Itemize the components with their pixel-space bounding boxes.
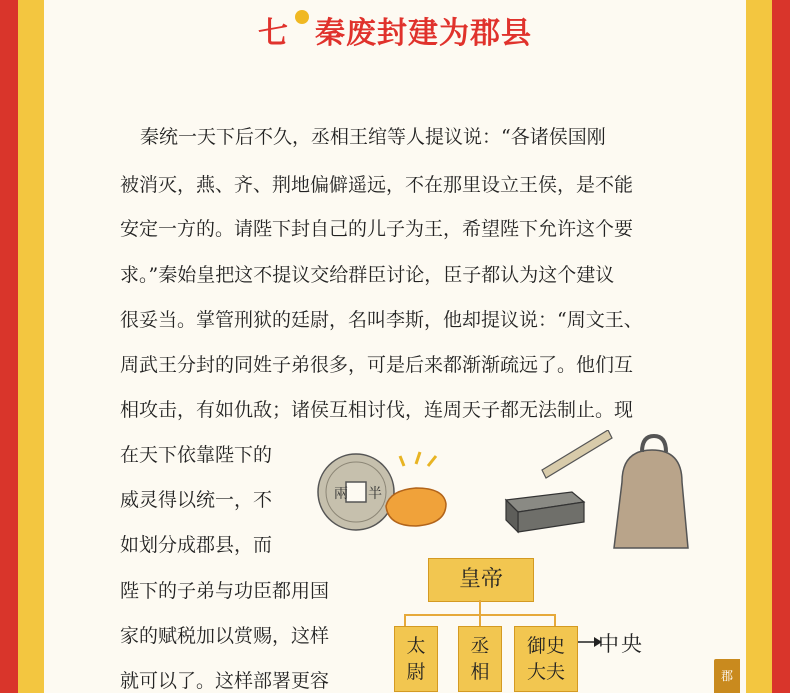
corner-stamp: 郡 — [714, 659, 740, 693]
ban-liang-coin-icon — [318, 454, 394, 530]
ruler-icon — [542, 430, 612, 478]
org-box-chengxiang — [458, 626, 502, 692]
measuring-vessel-icon — [506, 492, 584, 532]
coin-ingot-illustration — [316, 446, 496, 556]
central-level-label: 中央 — [598, 632, 644, 656]
org-box-label: 御史 — [526, 635, 565, 657]
paragraph-line: 秦统一天下后不久，丞相王绾等人提议说：“各诸侯国刚 — [140, 126, 606, 148]
right-red-border — [772, 0, 790, 693]
gold-ingot-icon — [386, 452, 446, 526]
left-gold-border — [18, 0, 44, 693]
left-red-border — [0, 0, 18, 693]
paragraph-line: 很妥当。掌管刑狱的廷尉，名叫李斯，他却提议说：“周文王、 — [120, 309, 643, 331]
paragraph-line: 威灵得以统一，不 — [120, 489, 273, 511]
section-number: 七 — [258, 16, 289, 51]
paragraph-line: 相攻击，有如仇敌；诸侯互相讨伐，连周天子都无法制止。现 — [120, 399, 634, 421]
swirl-ornament-icon — [295, 10, 309, 24]
page — [44, 0, 746, 693]
bronze-weight-icon — [614, 436, 688, 548]
paragraph-line: 陛下的子弟与功臣都用国 — [120, 580, 330, 602]
org-connector — [404, 614, 406, 626]
paragraph-line: 被消灭，燕、齐、荆地偏僻遥远，不在那里设立王侯，是不能 — [120, 174, 634, 196]
paragraph-line: 周武王分封的同姓子弟很多，可是后来都渐渐疏远了。他们互 — [120, 354, 634, 376]
org-connector — [554, 614, 556, 626]
org-top-box: 皇帝 — [428, 558, 534, 602]
paragraph-line: 在天下依靠陛下的 — [120, 444, 273, 466]
paragraph-line: 安定一方的。请陛下封自己的儿子为王，希望陛下允许这个要 — [120, 218, 634, 240]
paragraph-line: 就可以了。这样部署更容 — [120, 670, 330, 692]
coin-left-char: 兩 — [334, 486, 348, 502]
paragraph-line: 家的赋税加以赏赐，这样 — [120, 625, 330, 647]
section-title-text: 秦废封建为郡县 — [315, 16, 532, 51]
org-box-label: 太 — [406, 635, 426, 657]
org-box-label: 尉 — [406, 661, 426, 683]
org-box-label: 大夫 — [526, 661, 565, 683]
right-gold-border — [746, 0, 772, 693]
coin-right-char: 半 — [368, 486, 382, 502]
org-connector — [479, 614, 481, 626]
paragraph-line: 求。”秦始皇把这不提议交给群臣讨论，臣子都认为这个建议 — [120, 264, 615, 286]
org-connector — [479, 600, 481, 614]
section-title — [44, 8, 746, 52]
measures-illustration — [502, 430, 692, 554]
org-box-label: 相 — [470, 661, 490, 683]
paragraph-line: 如划分成郡县，而 — [120, 534, 273, 556]
org-box-label: 丞 — [470, 635, 490, 657]
org-box-yushidafu — [514, 626, 578, 692]
org-box-taiwei — [394, 626, 438, 692]
